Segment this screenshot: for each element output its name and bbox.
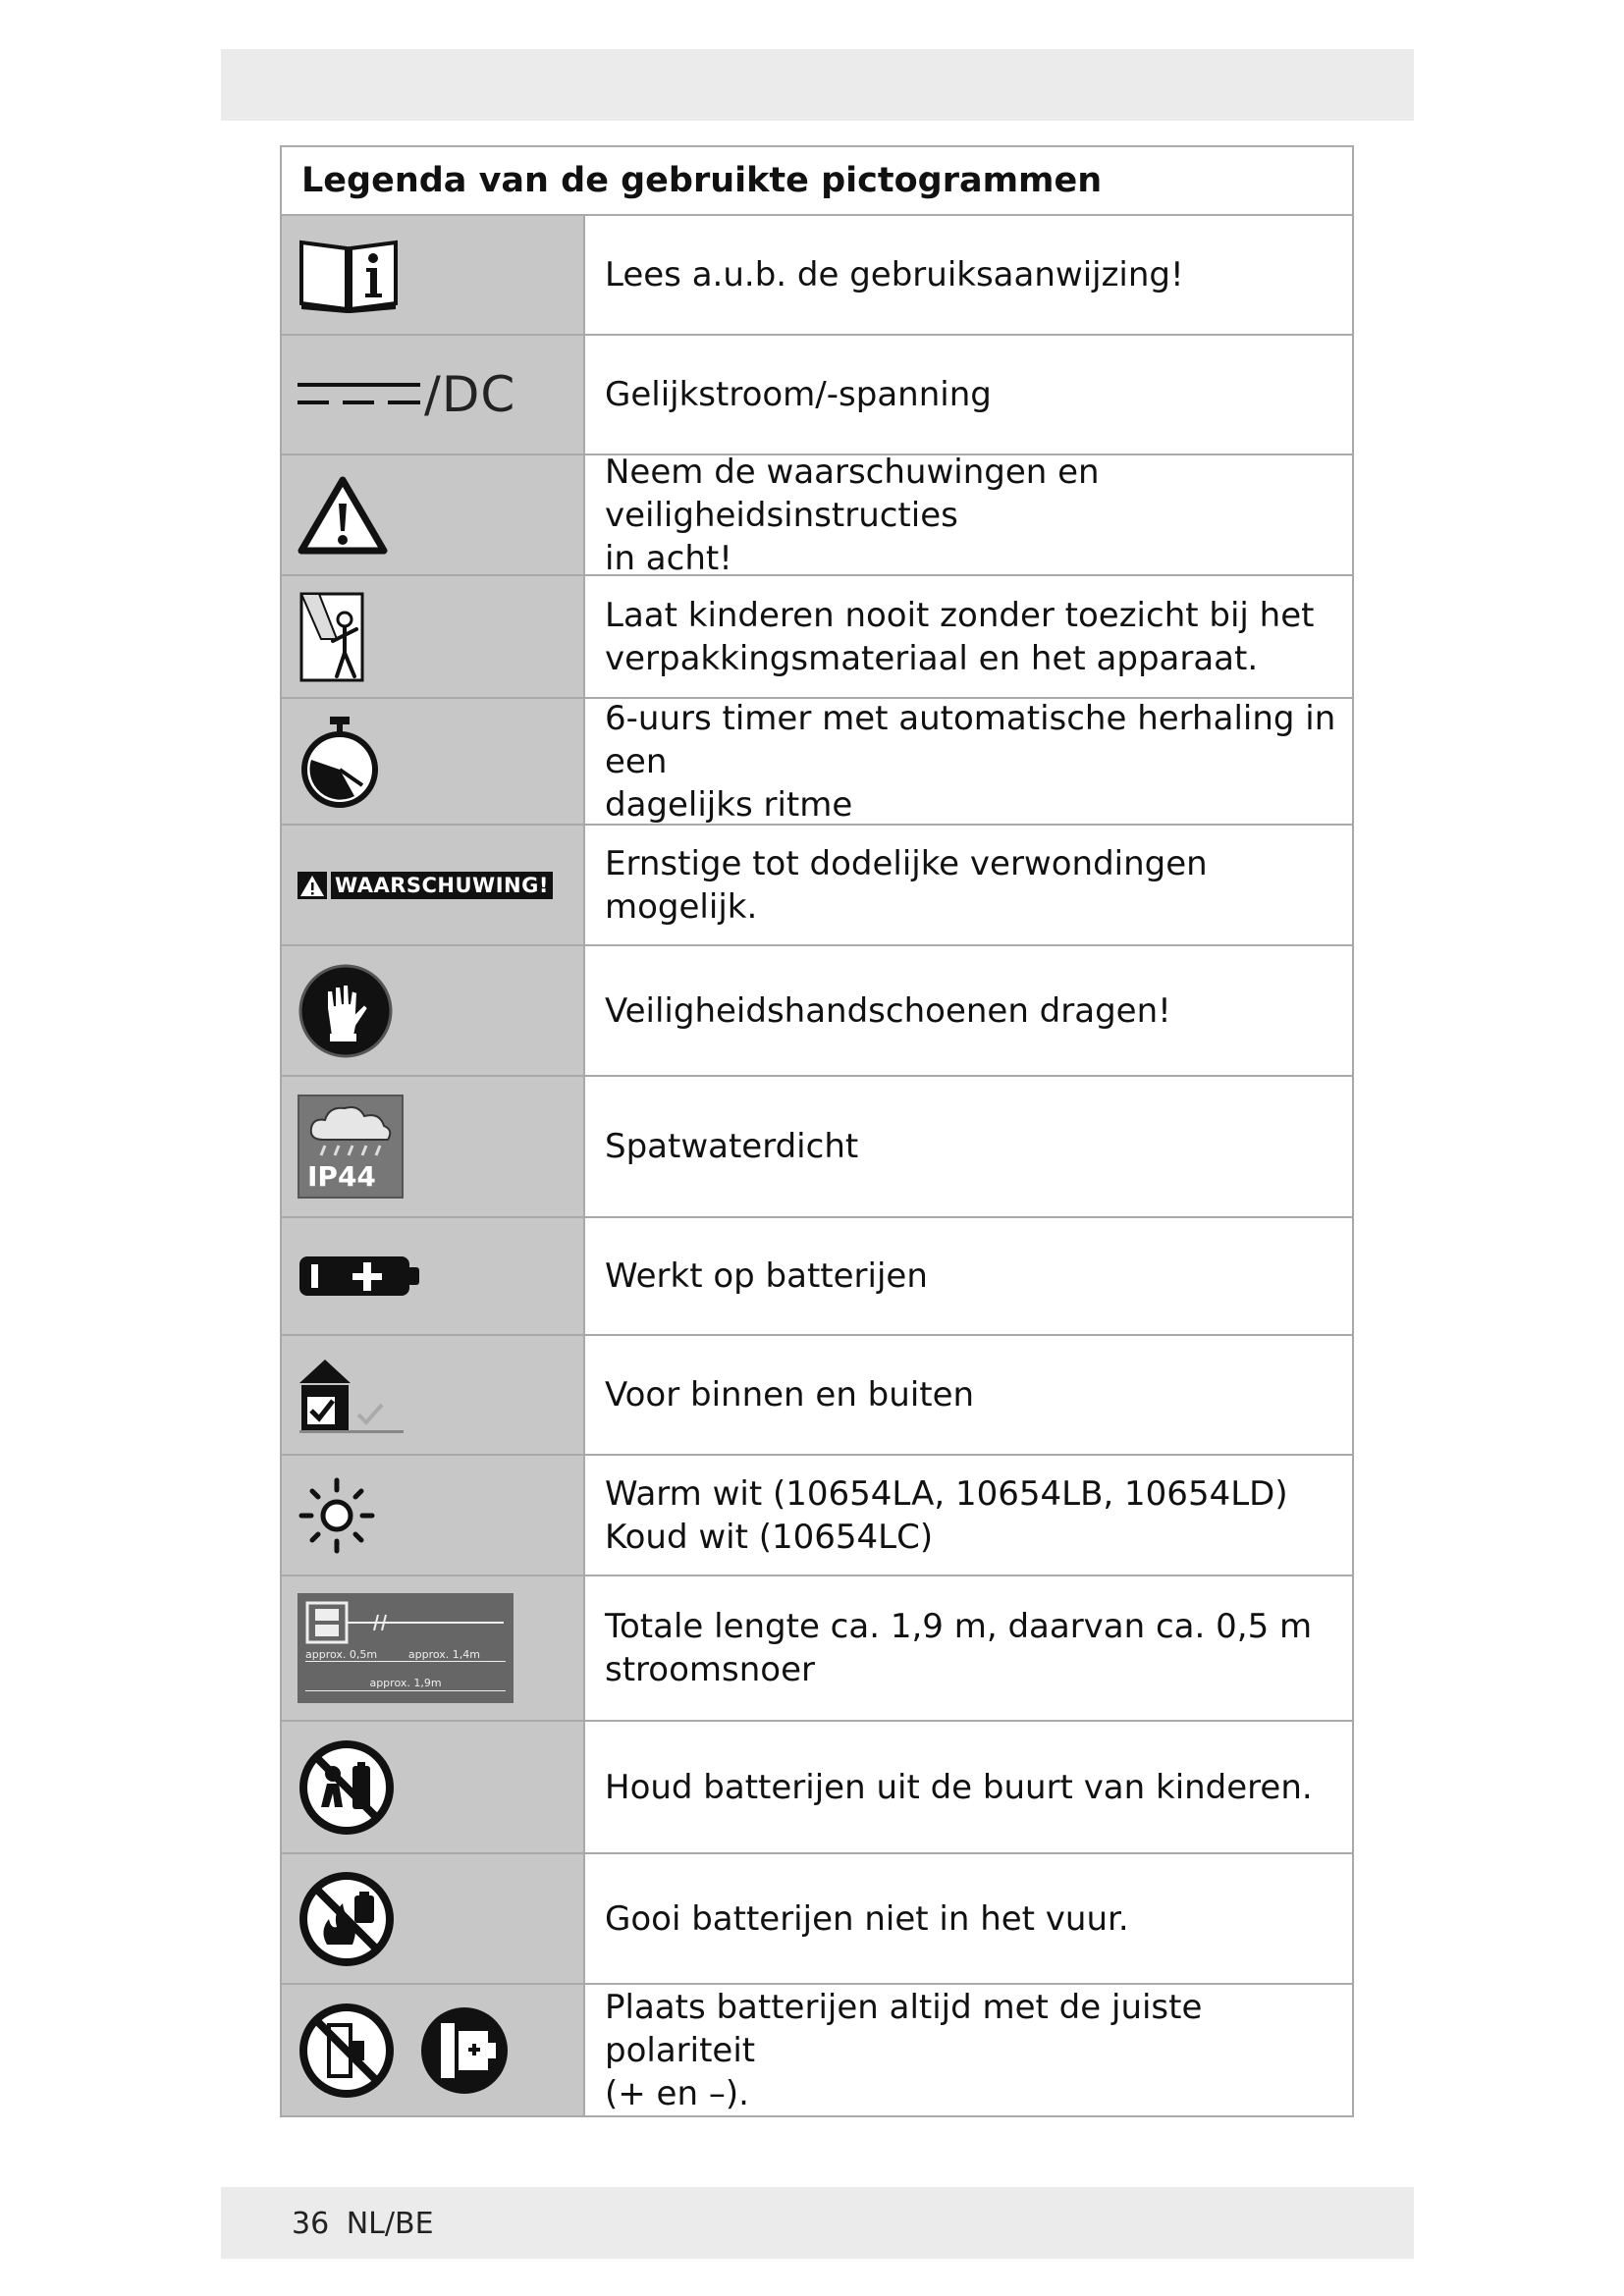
legend-text: Voor binnen en buiten [605, 1375, 975, 1415]
legend-row [282, 699, 1352, 826]
page-number: 36 [292, 2207, 330, 2241]
batteries-children-prohibited-icon [298, 1738, 396, 1837]
icon-cell [282, 699, 585, 824]
legend-text: Neem de waarschuwingen en veiligheidsinstructies in acht! [605, 452, 1100, 578]
child-supervision-icon [298, 590, 376, 684]
direct-current-icon [298, 375, 430, 414]
legend-row [282, 1077, 1352, 1218]
legend-row [282, 1985, 1352, 2115]
icon-cell [282, 1218, 585, 1334]
legend-title: Legenda van de gebruikte pictogrammen [282, 147, 1352, 216]
icon-cell [282, 1576, 585, 1720]
legend-row [282, 1218, 1352, 1336]
legend-row [282, 1456, 1352, 1576]
legend-row [282, 576, 1352, 699]
legend-text: Gelijkstroom/-spanning [605, 375, 992, 414]
cable-segment-labels [305, 1648, 506, 1662]
battery-polarity-wrong-icon [298, 2002, 396, 2100]
icon-cell [282, 1077, 585, 1216]
warning-triangle-icon [298, 476, 388, 555]
legend-row [282, 1854, 1352, 1985]
safety-gloves-icon [298, 963, 394, 1059]
icon-cell [282, 826, 585, 944]
warning-sign-icon [298, 872, 327, 899]
rain-cloud-icon [299, 1100, 402, 1159]
battery-icon [298, 1254, 421, 1299]
legend-text: Warm wit (10654LA, 10654LB, 10654LD) Koud wit (10654LC) [605, 1473, 1288, 1557]
legend-text: Veiligheidshandschoenen dragen! [605, 990, 1171, 1031]
light-color-icon [298, 1476, 376, 1555]
legend-row [282, 452, 1352, 578]
ip-rating-label: IP44 [307, 1160, 376, 1193]
legend-row [282, 336, 1352, 455]
icon-cell [282, 455, 585, 574]
legend-row [282, 826, 1352, 946]
icon-cell [282, 336, 585, 454]
legend-text: Houd batterijen uit de buurt van kinderen. [605, 1767, 1313, 1807]
plug-icon [298, 1593, 514, 1652]
icon-cell [282, 946, 585, 1075]
legend-table [280, 145, 1354, 2117]
cable-length-icon [298, 1593, 514, 1703]
cable-label-long: approx. 1,4m [407, 1648, 480, 1661]
icon-cell [282, 576, 585, 697]
legend-row [282, 216, 1352, 336]
legend-text: Laat kinderen nooit zonder toezicht bij het verpakkingsmateriaal en het apparaat. [605, 595, 1315, 678]
read-manual-icon [298, 235, 400, 315]
legend-text: Plaats batterijen altijd met de juiste polariteit (+ en –). [605, 1987, 1203, 2113]
legend-text: Gooi batterijen niet in het vuur. [605, 1898, 1129, 1939]
cable-total-label [305, 1672, 506, 1691]
battery-polarity-correct-icon [415, 2002, 514, 2100]
warning-label-icon: WAARSCHUWING! [331, 872, 553, 899]
header-band [221, 49, 1414, 121]
splash-proof-icon [298, 1095, 404, 1199]
cable-label-total: approx. 1,9m [369, 1677, 442, 1689]
legend-text: Spatwaterdicht [605, 1127, 859, 1166]
legend-text: Ernstige tot dodelijke verwondingen mogelijk. [605, 843, 1208, 927]
legend-text: 6-uurs timer met automatische herhaling in een dagelijks ritme [605, 698, 1336, 825]
legend-text: Werkt op batterijen [605, 1256, 928, 1296]
page-footer [292, 2207, 434, 2241]
legend-text: Totale lengte ca. 1,9 m, daarvan ca. 0,5 m stroomsnoer [605, 1607, 1313, 1689]
icon-cell [282, 1722, 585, 1852]
legend-row [282, 946, 1352, 1077]
legend-text: Lees a.u.b. de gebruiksaanwijzing! [605, 255, 1184, 294]
icon-cell [282, 216, 585, 334]
timer-icon [298, 715, 382, 809]
icon-cell [282, 1854, 585, 1983]
batteries-fire-prohibited-icon [298, 1870, 396, 1968]
icon-cell [282, 1336, 585, 1454]
legend-row [282, 1576, 1352, 1722]
cable-label-short: approx. 0,5m [305, 1648, 378, 1661]
legend-row [282, 1336, 1352, 1456]
footer-band [221, 2187, 1414, 2259]
dc-label: /DC [424, 366, 516, 423]
locale-label: NL/BE [346, 2207, 434, 2241]
legend-row [282, 1722, 1352, 1854]
icon-cell [282, 1456, 585, 1575]
indoor-outdoor-icon [298, 1354, 406, 1436]
icon-cell [282, 1985, 585, 2115]
